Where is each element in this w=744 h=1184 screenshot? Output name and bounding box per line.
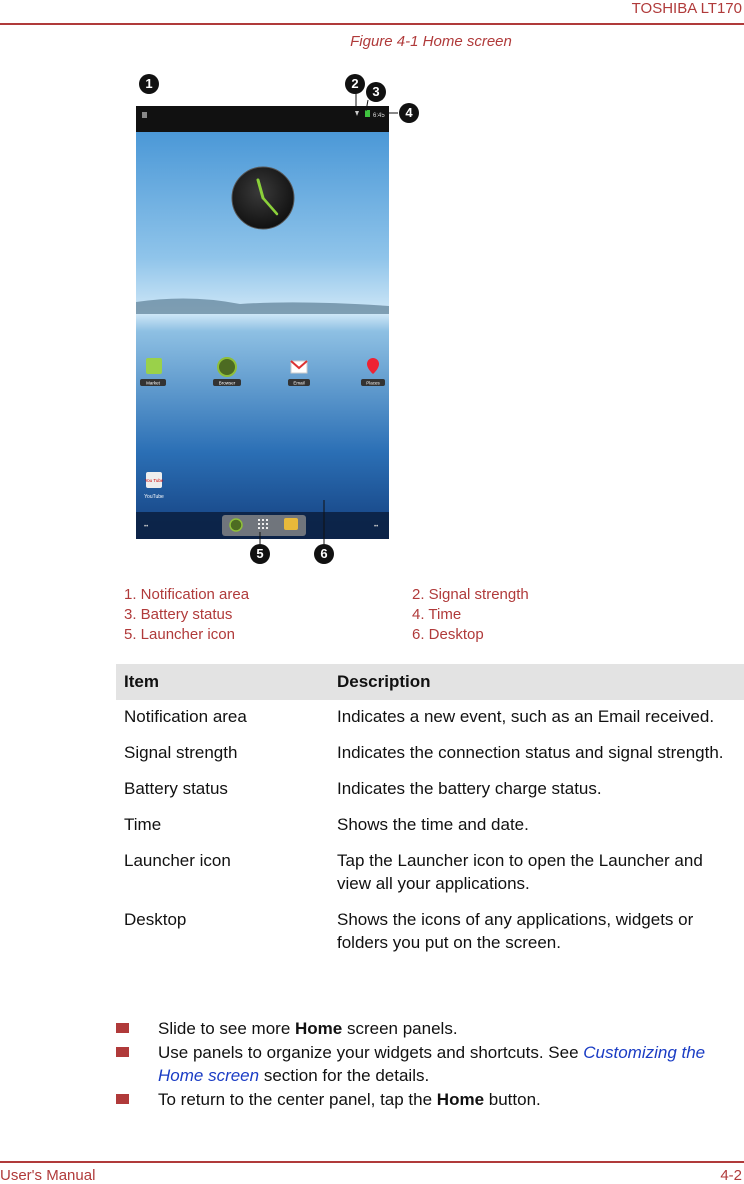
dock-messaging-icon <box>284 518 298 530</box>
dock-browser-icon <box>230 519 242 531</box>
item-cell: Battery status <box>124 779 228 798</box>
callout-6: 6 <box>314 544 334 564</box>
battery-icon <box>365 110 370 117</box>
item-cell: Launcher icon <box>124 851 231 870</box>
bullet-square-icon <box>116 1023 129 1033</box>
legend-left <box>124 585 249 645</box>
launcher-grid-icon <box>258 519 268 529</box>
bullet-item <box>116 1088 736 1112</box>
item-cell: Time <box>124 815 162 834</box>
app-label: YouTube <box>144 494 164 500</box>
home-screen-figure <box>130 62 413 572</box>
legend-item: 1. Notification area <box>124 586 250 603</box>
figure-caption: Figure 4-1 Home screen <box>350 33 512 50</box>
youtube-logo: You Tube <box>144 478 164 483</box>
app-label: Browser <box>218 380 236 386</box>
legend-item: 5. Launcher icon <box>124 626 235 643</box>
table-row <box>116 808 744 844</box>
dock-dots-right: •• <box>374 524 379 530</box>
column-header-description: Description <box>329 664 744 700</box>
app-youtube <box>144 472 164 500</box>
customizing-home-screen-link[interactable]: Customizing the Home screen <box>158 1042 706 1085</box>
bullet-bold-text: Home <box>295 1019 343 1038</box>
bullet-square-icon <box>116 1094 129 1104</box>
item-cell: Signal strength <box>124 743 238 762</box>
bullet-item <box>116 1041 736 1088</box>
description-cell: Indicates the connection status and signal strength. <box>337 743 724 762</box>
footer-manual-title: User's Manual <box>0 1167 96 1184</box>
table-row <box>116 736 744 772</box>
table-row <box>116 903 744 962</box>
column-header-item: Item <box>116 664 329 700</box>
bullet-text: screen panels. <box>342 1019 458 1038</box>
callout-3: 3 <box>366 82 386 102</box>
home-screen-illustration <box>130 62 410 572</box>
status-time: 6:45 <box>373 113 385 119</box>
bullet-square-icon <box>116 1047 129 1057</box>
table-header-row <box>116 664 744 700</box>
legend-right <box>412 585 529 645</box>
description-cell: Indicates the battery charge status. <box>337 779 602 798</box>
table-row <box>116 700 744 736</box>
footer-rule <box>0 1161 744 1163</box>
legend-item: 3. Battery status <box>124 606 233 623</box>
legend-item: 4. Time <box>412 606 462 623</box>
bullet-text: section for the details. <box>259 1066 430 1085</box>
bullet-text: Use panels to organize your widgets and shortcuts. See <box>158 1042 584 1062</box>
callout-2: 2 <box>345 74 365 94</box>
page-number: 4-2 <box>720 1167 742 1184</box>
legend-item: 6. Desktop <box>412 626 484 643</box>
description-table <box>116 664 744 962</box>
notification-icon <box>142 112 147 118</box>
app-label: Market <box>146 380 160 386</box>
description-cell: Tap the Launcher icon to open the Launcher and view all your applications. <box>337 851 703 893</box>
app-label: Places <box>366 380 380 386</box>
bullet-bold-text: Home <box>436 1089 485 1109</box>
item-cell: Notification area <box>124 707 247 726</box>
item-cell: Desktop <box>124 910 187 929</box>
bullet-text: Slide to see more <box>158 1019 296 1038</box>
header-rule <box>0 23 744 25</box>
app-label: Email <box>293 380 305 386</box>
bullet-text: button. <box>484 1089 541 1109</box>
description-cell: Shows the icons of any applications, widgets or folders you put on the screen. <box>337 910 694 952</box>
running-header: TOSHIBA LT170 <box>631 0 742 17</box>
bullet-item <box>116 1017 736 1041</box>
bullet-text: To return to the center panel, tap the <box>158 1089 437 1109</box>
callout-4: 4 <box>399 103 419 123</box>
description-cell: Indicates a new event, such as an Email received. <box>337 707 715 726</box>
callout-5: 5 <box>250 544 270 564</box>
status-bar <box>136 106 389 132</box>
bullet-list <box>116 1017 736 1111</box>
dock-dots-left: •• <box>144 524 149 530</box>
table-row <box>116 844 744 903</box>
table-row <box>116 772 744 808</box>
app-email <box>288 361 310 386</box>
description-cell: Shows the time and date. <box>337 815 529 834</box>
callout-1: 1 <box>139 74 159 94</box>
legend-item: 2. Signal strength <box>412 586 529 603</box>
